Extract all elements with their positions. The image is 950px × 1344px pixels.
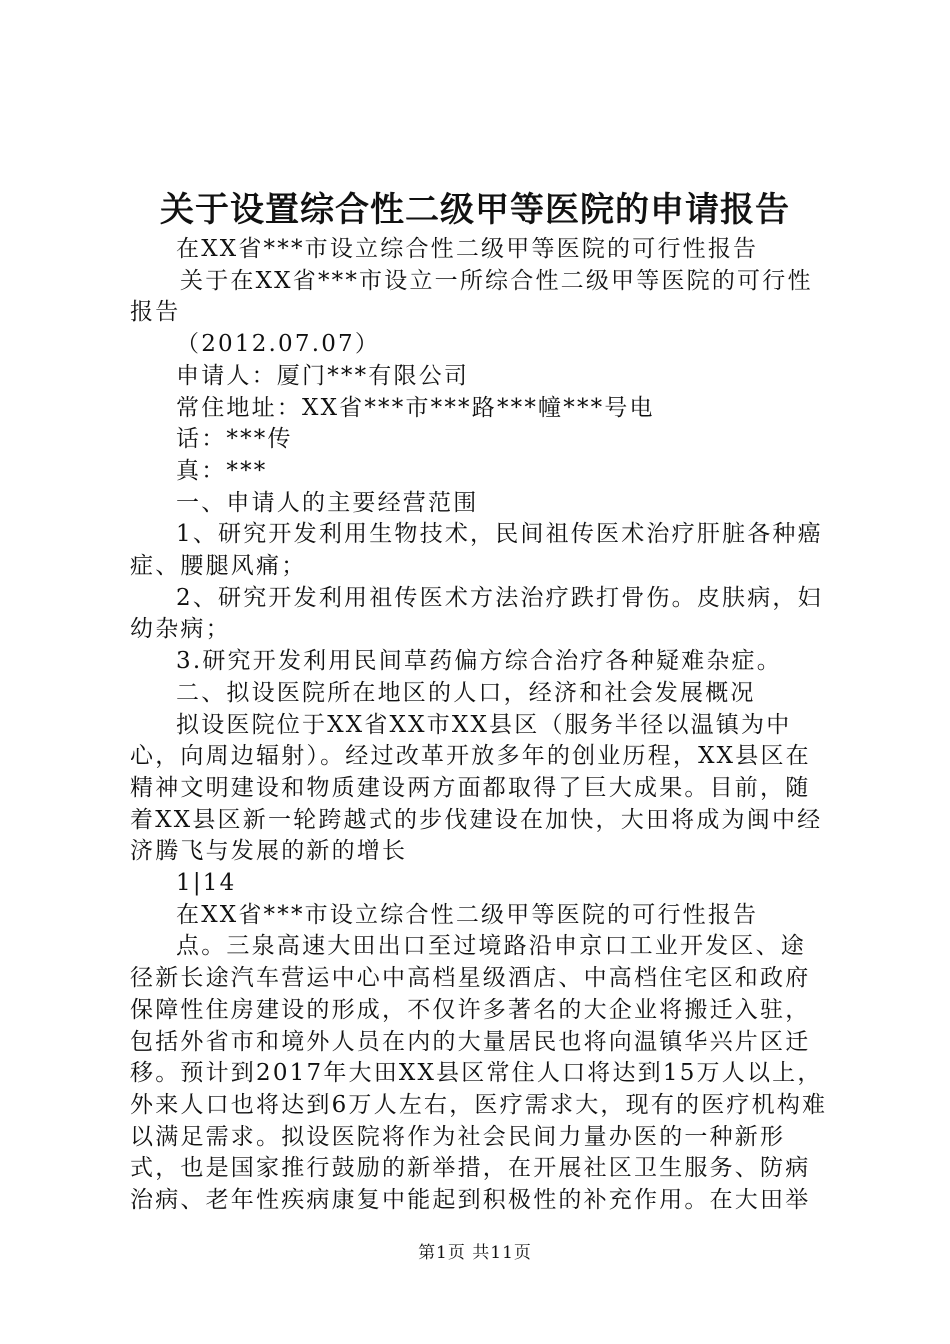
list-item: 2、研究开发利用祖传医术方法治疗跌打骨伤。皮肤病，妇幼杂病； [130, 584, 823, 643]
paragraph-address: 常住地址：XX省***市***路***幢***号电 [176, 394, 655, 421]
document-title: 关于设置综合性二级甲等医院的申请报告 [160, 190, 790, 230]
paragraph-phone: 话：***传 [176, 426, 293, 453]
paragraph-fax: 真：*** [176, 457, 268, 484]
document-body [130, 234, 830, 1217]
paragraph-header-line: 在XX省***市设立综合性二级甲等医院的可行性报告 [176, 236, 759, 262]
paragraph-repeated-header: 在XX省***市设立综合性二级甲等医院的可行性报告 [176, 901, 759, 928]
paragraph-applicant: 申请人：厦门***有限公司 [176, 362, 470, 389]
paragraph-report-title: 关于在XX省***市设立一所综合性二级甲等医院的可行性报告 [130, 267, 813, 326]
section-heading-region-overview: 二、拟设医院所在地区的人口，经济和社会发展概况 [176, 679, 756, 706]
paragraph-date: （2012.07.07） [176, 331, 381, 358]
page-footer: 第1页 共11页 [418, 1243, 532, 1263]
paragraph-region-description: 拟设医院位于XX省XX市XX县区（服务半径以温镇为中心，向周边辐射）。经过改革开放多年的创业历程，XX县区在精神文明建设和物质建设两方面都取得了巨大成果。目前，随着XX县区新一轮跨越式的步伐建设在加快，大田将成为闽中经济腾飞与发展的新的增长 [130, 711, 823, 865]
page-marker: 1|14 [176, 870, 237, 897]
section-heading-business-scope: 一、申请人的主要经营范围 [176, 489, 479, 516]
paragraph-population-description: 点。三泉高速大田出口至过境路沿申京口工业开发区、途径新长途汽车营运中心中高档星级酒店、中高档住宅区和政府保障性住房建设的形成，不仅许多著名的大企业将搬迁入驻，包括外省市和境外人员在内的大量居民也将向温镇华兴片区迁移。预计到2017年大田XX县区常住人口将达到15万人以上，外来人口也将达到6万人左右，医疗需求大，现有的医疗机构难以满足需求。拟设医院将作为社会民间力量办医的一种新形式，也是国家推行鼓励的新举措，在开展社区卫生服务、防病治病、老年性疾病康复中能起到积极性的补充作用。在大田举 [130, 933, 828, 1214]
list-item: 1、研究开发利用生物技术，民间祖传医术治疗肝脏各种癌症、腰腿风痛； [130, 521, 823, 580]
list-item: 3.研究开发利用民间草药偏方综合治疗各种疑难杂症。 [176, 648, 782, 675]
